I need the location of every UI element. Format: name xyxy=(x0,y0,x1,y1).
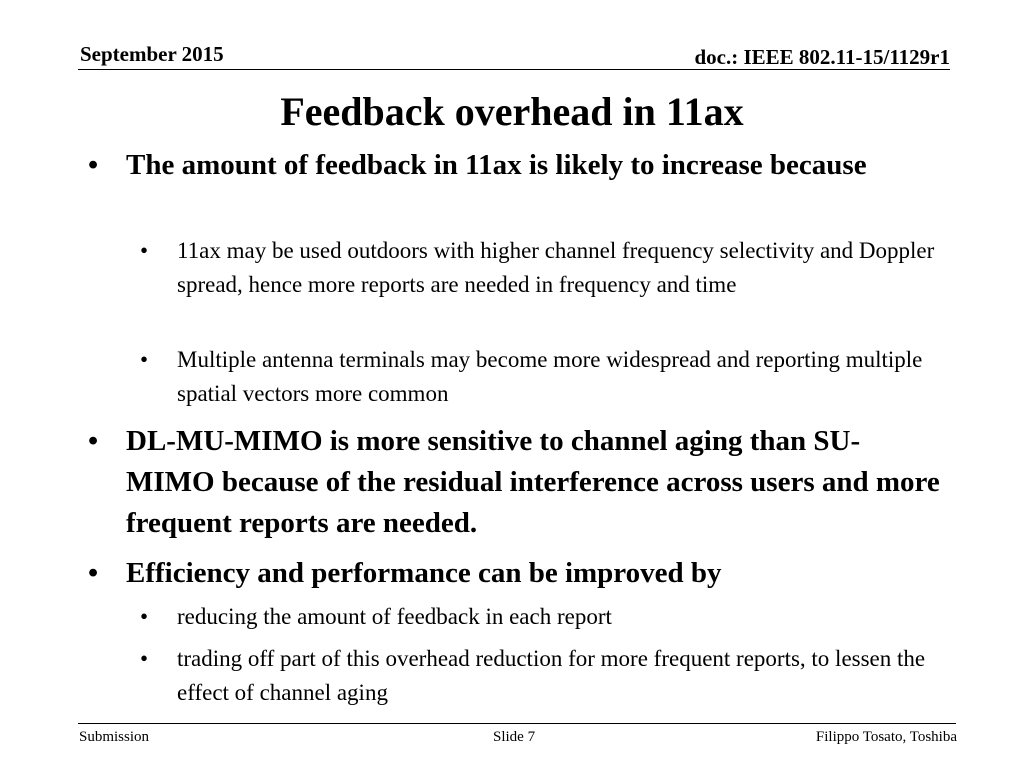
sub-bullet-3-2-text: trading off part of this overhead reduction for more frequent reports, to lessen the effect of channel aging xyxy=(177,646,926,705)
footer-slide-number: Slide 7 xyxy=(493,729,536,745)
header-date: September 2015 xyxy=(80,42,224,66)
bullet-1 xyxy=(88,145,946,186)
bullet-marker: • xyxy=(88,425,99,457)
header-doc-id: doc.: IEEE 802.11-15/1129r1 xyxy=(694,45,950,69)
sub-bullet-marker: • xyxy=(140,347,149,372)
sub-bullet-marker: • xyxy=(140,238,149,263)
footer-divider xyxy=(78,723,956,724)
bullet-2 xyxy=(88,421,946,544)
bullet-marker: • xyxy=(88,557,99,589)
sub-bullet-3-1 xyxy=(140,600,937,634)
bullet-3 xyxy=(88,553,946,594)
slide-title: Feedback overhead in 11ax xyxy=(280,89,744,134)
sub-bullet-1-2 xyxy=(140,343,937,411)
sub-bullet-1-1 xyxy=(140,234,937,302)
sub-bullet-1-1-text: 11ax may be used outdoors with higher channel frequency selectivity and Doppler spread, hence more reports are needed in frequency and time xyxy=(177,238,935,297)
sub-bullet-3-2 xyxy=(140,642,937,710)
bullet-3-text: Efficiency and performance can be improved by xyxy=(126,557,722,589)
sub-bullet-marker: • xyxy=(140,646,149,671)
footer-author: Filippo Tosato, Toshiba xyxy=(815,729,957,745)
footer-submission: Submission xyxy=(79,729,150,745)
bullet-2-text: DL-MU-MIMO is more sensitive to channel aging than SU-MIMO because of the residual interference across users and more frequent reports are needed. xyxy=(126,425,940,539)
sub-bullet-3-1-text: reducing the amount of feedback in each report xyxy=(177,604,612,629)
sub-bullet-marker: • xyxy=(140,604,149,629)
bullet-1-text: The amount of feedback in 11ax is likely to increase because xyxy=(126,149,867,181)
sub-bullet-1-2-text: Multiple antenna terminals may become more widespread and reporting multiple spatial vectors more common xyxy=(177,347,923,406)
bullet-marker: • xyxy=(88,149,99,181)
header-divider xyxy=(78,69,950,70)
